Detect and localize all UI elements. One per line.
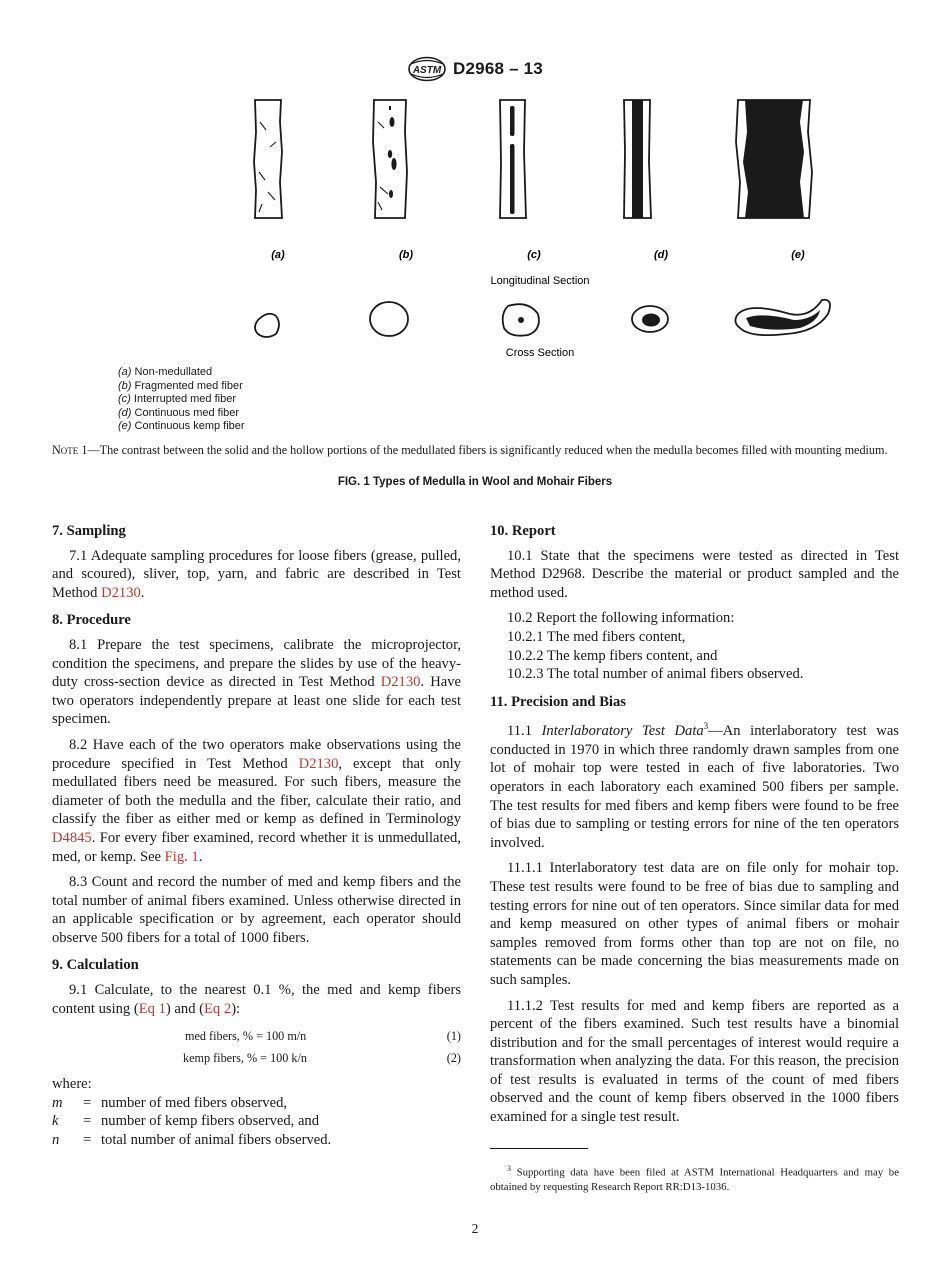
figure-legend — [118, 366, 245, 434]
label-b: (b) — [398, 249, 414, 261]
paragraph-11-1: 11.1 Interlaboratory Test Data$^3$—An interlaboratory test was conducted in 1970 in which three randomly drawn samples from one lot of mohair top were tested in each of five laboratories. Two operators in each laboratory each examined 500 fibers per sample. The test results for med fibers and kemp fibers were found to be free of bias due to sampling or testing errors for nine of the ten operators involved. — [490, 721, 899, 851]
cross-label: Cross Section — [505, 347, 575, 359]
equation-1: med fibers, % = 100 m/n (1) — [185, 1029, 461, 1044]
link-fig-1[interactable]: Fig. 1 — [164, 848, 199, 865]
definition-row: n = total number of animal fibers observed. — [52, 1132, 332, 1149]
link-d2130[interactable]: D2130 — [101, 584, 141, 601]
link-d4845[interactable]: D4845 — [52, 829, 92, 846]
section-heading: 11. Precision and Bias — [490, 693, 626, 710]
fiber-b-longitudinal — [373, 100, 407, 218]
paragraph-11-1-2: 11.1.2 Test results for med and kemp fibers are reported as a percent of the fibers examined. Such test results have a binomial distribution and for the small percentages of interest would require a transformation when analyzing the data. For this reason, the precision of test results is evaluated in terms of the count of med fibers observed and the count of kemp fibers observed in the 1000 fibers examined for a single test result. — [490, 997, 899, 1126]
fiber-a-longitudinal — [254, 100, 282, 218]
fiber-d-cross-medulla — [642, 314, 660, 327]
footnote: $^3$ Supporting data have been filed at ASTM International Headquarters and may be obtained by requesting Research Report RR:D13-1036. — [490, 1164, 899, 1193]
section-heading: 8. Procedure — [52, 612, 131, 629]
list-item: 10.2.2 The kemp fibers content, and — [507, 647, 718, 664]
designation: D2968 – 13 — [453, 59, 543, 78]
legend-item: (d) Continuous med fiber — [118, 406, 240, 419]
paragraph-8-2: 8.2 Have each of the two operators make observations using the procedure specified in Test Method D2130, except that only medullated fibers need be measured. For such fibers, measure the diameter of both the medulla and the fiber, calculate their ratio, and classify the fiber as either med or kemp as defined in Terminology D4845. For every fiber examined, record whether it is unmedullated, med, or kemp. See Fig. 1. — [52, 736, 461, 865]
fiber-c-medulla — [510, 106, 515, 214]
fiber-e-longitudinal — [736, 100, 812, 218]
link-d2130[interactable]: D2130 — [380, 674, 421, 691]
left-column — [52, 522, 461, 1150]
link-eq-1[interactable]: Eq 1 — [138, 1000, 166, 1017]
label-c: (c) — [527, 249, 541, 261]
label-e: (e) — [791, 249, 805, 261]
paragraph-7-1: 7.1 Adequate sampling procedures for loose fibers (grease, pulled, and scoured), sliver, top, yarn, and fabric are described in Test Method D2130. — [52, 547, 461, 601]
page-number: 2 — [471, 1221, 479, 1236]
section-heading: 7. Sampling — [52, 523, 126, 539]
label-a: (a) — [271, 249, 285, 261]
legend-item: (b) Fragmented med fiber — [118, 379, 243, 392]
equation-2: kemp fibers, % = 100 k/n (2) — [183, 1051, 461, 1066]
fiber-a-cross — [255, 314, 279, 337]
link-d2130[interactable]: D2130 — [298, 755, 339, 772]
logo-text: ASTM — [412, 65, 442, 76]
definition-row: k = number of kemp fibers observed, and — [52, 1113, 320, 1130]
legend-item: (c) Interrupted med fiber — [118, 393, 237, 406]
paragraph-8-1: 8.1 Prepare the test specimens, calibrate the microprojector, condition the specimens, and prepare the slides by use of the heavy-duty cross-section device as directed in Test Method D2130. Have two operators independently prepare at least one slide for each test specimen. — [52, 636, 461, 728]
fiber-d-medulla — [632, 100, 643, 218]
note-label: Note 1 — [52, 443, 88, 457]
page-header — [0, 56, 950, 87]
paragraph-11-1-1: 11.1.1 Interlaboratory test data are on file only for mohair top. These test results were found to be free of bias due to sampling and testing errors for nine out of ten operators. Since similar data for med and kemp measured on other types of animal fibers or mohair samples removed from forms other than top are not on file, no statements can be made concerning the bias measurements made on such samples. — [490, 860, 899, 988]
label-d: (d) — [653, 249, 669, 261]
note-text: —The contrast between the solid and the hollow portions of the medullated fibers is significantly reduced when the medulla becomes filled with mounting medium. — [87, 443, 888, 457]
fiber-b-medulla-fragments — [388, 106, 397, 198]
paragraph-10-2: 10.2 Report the following information: — [507, 610, 735, 627]
list-item: 10.2.1 The med fibers content, — [507, 628, 686, 645]
paragraph-9-1: 9.1 Calculate, to the nearest 0.1 %, the med and kemp fibers content using (Eq 1) and (Eq 2): — [52, 982, 461, 1017]
where-label: where: — [52, 1076, 92, 1093]
definition-row: m = number of med fibers observed, — [52, 1094, 288, 1111]
fiber-c-cross-medulla — [518, 317, 524, 323]
section-heading: 9. Calculation — [52, 957, 139, 974]
right-column — [490, 522, 899, 1134]
legend-item: (a) Non-medullated — [118, 366, 213, 378]
astm-logo-icon — [407, 56, 447, 82]
link-eq-2[interactable]: Eq 2 — [204, 1000, 232, 1017]
figure-caption: FIG. 1 Types of Medulla in Wool and Mohair Fibers — [337, 476, 613, 488]
footnote-rule — [490, 1148, 588, 1149]
figure-note — [52, 442, 900, 458]
list-item: 10.2.3 The total number of animal fibers observed. — [507, 666, 804, 683]
fiber-b-cross — [370, 302, 408, 336]
paragraph-10-1: 10.1 State that the specimens were tested as directed in Test Method D2968. Describe the material or product sampled and the method used. — [490, 547, 899, 601]
legend-item: (e) Continuous kemp fiber — [118, 420, 245, 433]
longitudinal-label: Longitudinal Section — [490, 275, 590, 287]
section-heading: 10. Report — [490, 523, 556, 539]
paragraph-8-3: 8.3 Count and record the number of med and kemp fibers and the total number of animal fibers examined. Unless otherwise directed in an applicable specification or by agreement, each operator should observe 500 fibers for a total of 1000 fibers. — [52, 874, 461, 946]
